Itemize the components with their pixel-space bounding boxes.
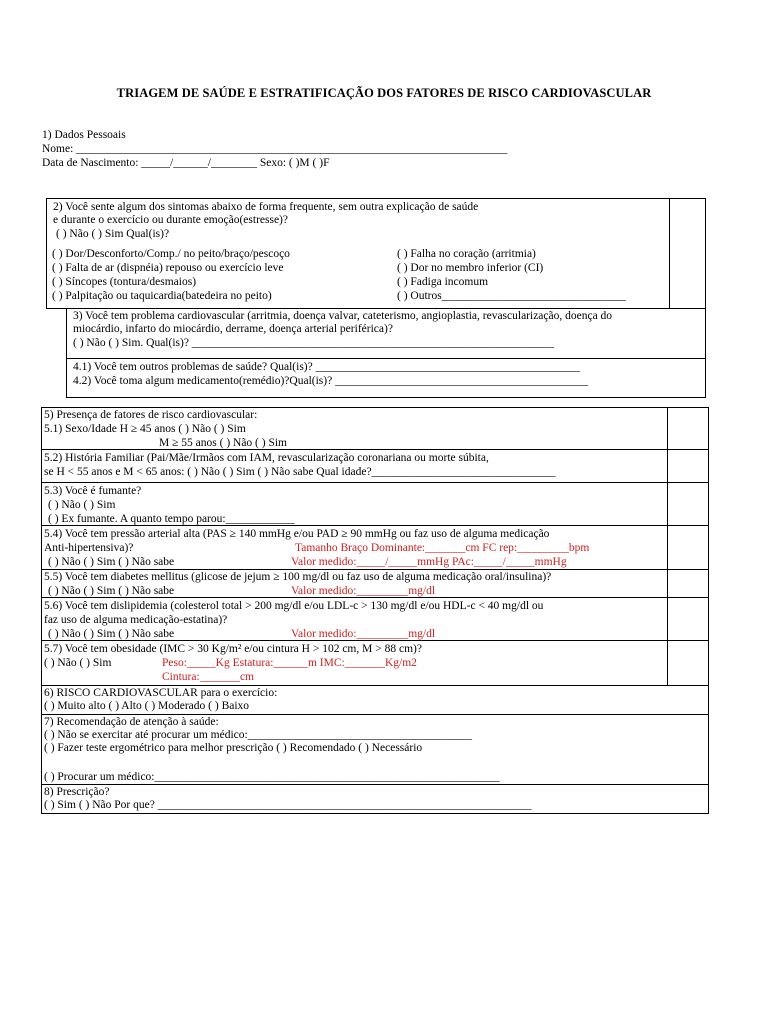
ex-smoker-answer[interactable]: ( ) Ex fumante. A quanto tempo parou:____________ [48,513,295,525]
symptom-option[interactable]: ( ) Outros________________________________ [397,290,626,302]
arm-size-hr-field[interactable]: Tamanho Braço Dominante:_______cm FC rep:_________bpm [295,542,590,554]
family-history-line1: 5.2) História Familiar (Pai/Mãe/Irmãos com IAM, revascularização coronariana ou morte súbita, [44,452,489,464]
symptom-option[interactable]: ( ) Dor/Desconforto/Comp./ no peito/braço/pescoço [52,248,290,260]
diabetes-answer[interactable]: ( ) Não ( ) Sim ( ) Não sabe [48,585,175,597]
symptoms-question-line1: 2) Você sente algum dos sintomas abaixo de forma frequente, sem outra explicação de saúde [53,201,479,213]
obesity-question: 5.7) Você tem obesidade (IMC > 30 Kg/m² e/ou cintura H > 102 cm, M > 88 cm)? [44,643,422,655]
cardio-question-line1: 3) Você tem problema cardiovascular (arritmia, doença valvar, cateterismo, angioplastia, revascularização, doença do [73,310,613,322]
sex-age-row1[interactable]: 5.1) Sexo/Idade H ≥ 45 anos ( ) Não ( ) Sim [44,423,246,435]
form-title: TRIAGEM DE SAÚDE E ESTRATIFICAÇÃO DOS FATORES DE RISCO CARDIOVASCULAR [116,86,652,100]
glucose-value-field[interactable]: Valor medido:_________mg/dl [291,585,436,597]
hypertension-line1: 5.4) Você tem pressão arterial alta (PAS ≥ 140 mmHg e/ou PAD ≥ 90 mmHg ou faz uso de alguma medicação [44,528,550,540]
personal-heading: 1) Dados Pessoais [42,129,126,141]
other-health-problems[interactable]: 4.1) Você tem outros problemas de saúde? Qual(is)? ______________________________________________ [73,361,581,373]
risk-level-options[interactable]: ( ) Muito alto ( ) Alto ( ) Moderado ( ) Baixo [44,700,250,712]
dyslipidemia-line2: faz uso de alguma medicação-estatina)? [44,614,228,626]
symptom-option[interactable]: ( ) Dor no membro inferior (CI) [397,262,544,274]
diabetes-question: 5.5) Você tem diabetes mellitus (glicose de jejum ≥ 100 mg/dl ou faz uso de alguma medicação oral/insulina)? [44,571,552,583]
symptom-option[interactable]: ( ) Falta de ar (dispnéia) repouso ou exercício leve [52,262,284,274]
symptom-option[interactable]: ( ) Falha no coração (arritmia) [397,248,536,260]
recommendation-heading: 7) Recomendação de atenção à saúde: [44,716,219,728]
symptom-option[interactable]: ( ) Síncopes (tontura/desmaios) [52,276,197,288]
hypertension-line2: Anti-hipertensiva)? [44,542,134,554]
sex-age-row2[interactable]: M ≥ 55 anos ( ) Não ( ) Sim [159,437,288,449]
prescription-heading: 8) Prescrição? [44,786,110,798]
cholesterol-value-field[interactable]: Valor medido:_________mg/dl [291,628,436,640]
birth-sex-field[interactable]: Data de Nascimento: _____/______/________ Sexo: ( )M ( )F [42,157,330,169]
dyslipidemia-answer[interactable]: ( ) Não ( ) Sim ( ) Não sabe [48,628,175,640]
recommendation-stress-test[interactable]: ( ) Fazer teste ergométrico para melhor prescrição ( ) Recomendado ( ) Necessário [44,742,423,754]
obesity-answer[interactable]: ( ) Não ( ) Sim [44,657,112,669]
risk-level-heading: 6) RISCO CARDIOVASCULAR para o exercício: [44,687,278,699]
medication-question[interactable]: 4.2) Você toma algum medicamento(remédio)?Qual(is)? ____________________________________________ [73,375,589,387]
blood-pressure-field[interactable]: Valor medido:_____/_____mmHg PAc:_____/_____mmHg [291,556,567,568]
family-history-line2[interactable]: se H < 55 anos e M < 65 anos: ( ) Não ( ) Sim ( ) Não sabe Qual idade?________________________________ [44,466,556,478]
recommendation-no-exercise[interactable]: ( ) Não se exercitar até procurar um médico:_______________________________________ [44,729,472,741]
symptom-option[interactable]: ( ) Fadiga incomum [397,276,489,288]
recommendation-see-doctor[interactable]: ( ) Procurar um médico:____________________________________________________________ [44,771,500,783]
cardio-answer[interactable]: ( ) Não ( ) Sim. Qual(is)? _______________________________________________________________ [73,337,555,349]
symptom-option[interactable]: ( ) Palpitação ou taquicardia(batedeira no peito) [52,290,272,302]
dyslipidemia-line1: 5.6) Você tem dislipidemia (colesterol total > 200 mg/dl e/ou LDL-c > 130 mg/dl e/ou HDL-c < 40 mg/dl ou [44,600,544,612]
smoker-question: 5.3) Você é fumante? [44,485,142,497]
name-field[interactable]: Nome: ___________________________________________________________________________ [42,143,508,155]
prescription-answer[interactable]: ( ) Sim ( ) Não Por que? _________________________________________________________________ [44,799,532,811]
cardio-question-line2: miocárdio, infarto do miocárdio, derrame, doença arterial periférica)? [73,323,393,335]
symptoms-question-line2: e durante o exercício ou durante emoção(estresse)? [53,214,288,226]
hypertension-answer[interactable]: ( ) Não ( ) Sim ( ) Não sabe [48,556,175,568]
weight-height-bmi-field[interactable]: Peso:_____Kg Estatura:______m IMC:_______Kg/m2 [162,657,417,669]
smoker-answer[interactable]: ( ) Não ( ) Sim [48,499,116,511]
risk-factors-heading: 5) Presença de fatores de risco cardiovascular: [44,409,258,421]
symptoms-answer[interactable]: ( ) Não ( ) Sim Qual(is)? [56,228,170,240]
waist-field[interactable]: Cintura:_______cm [162,671,254,683]
